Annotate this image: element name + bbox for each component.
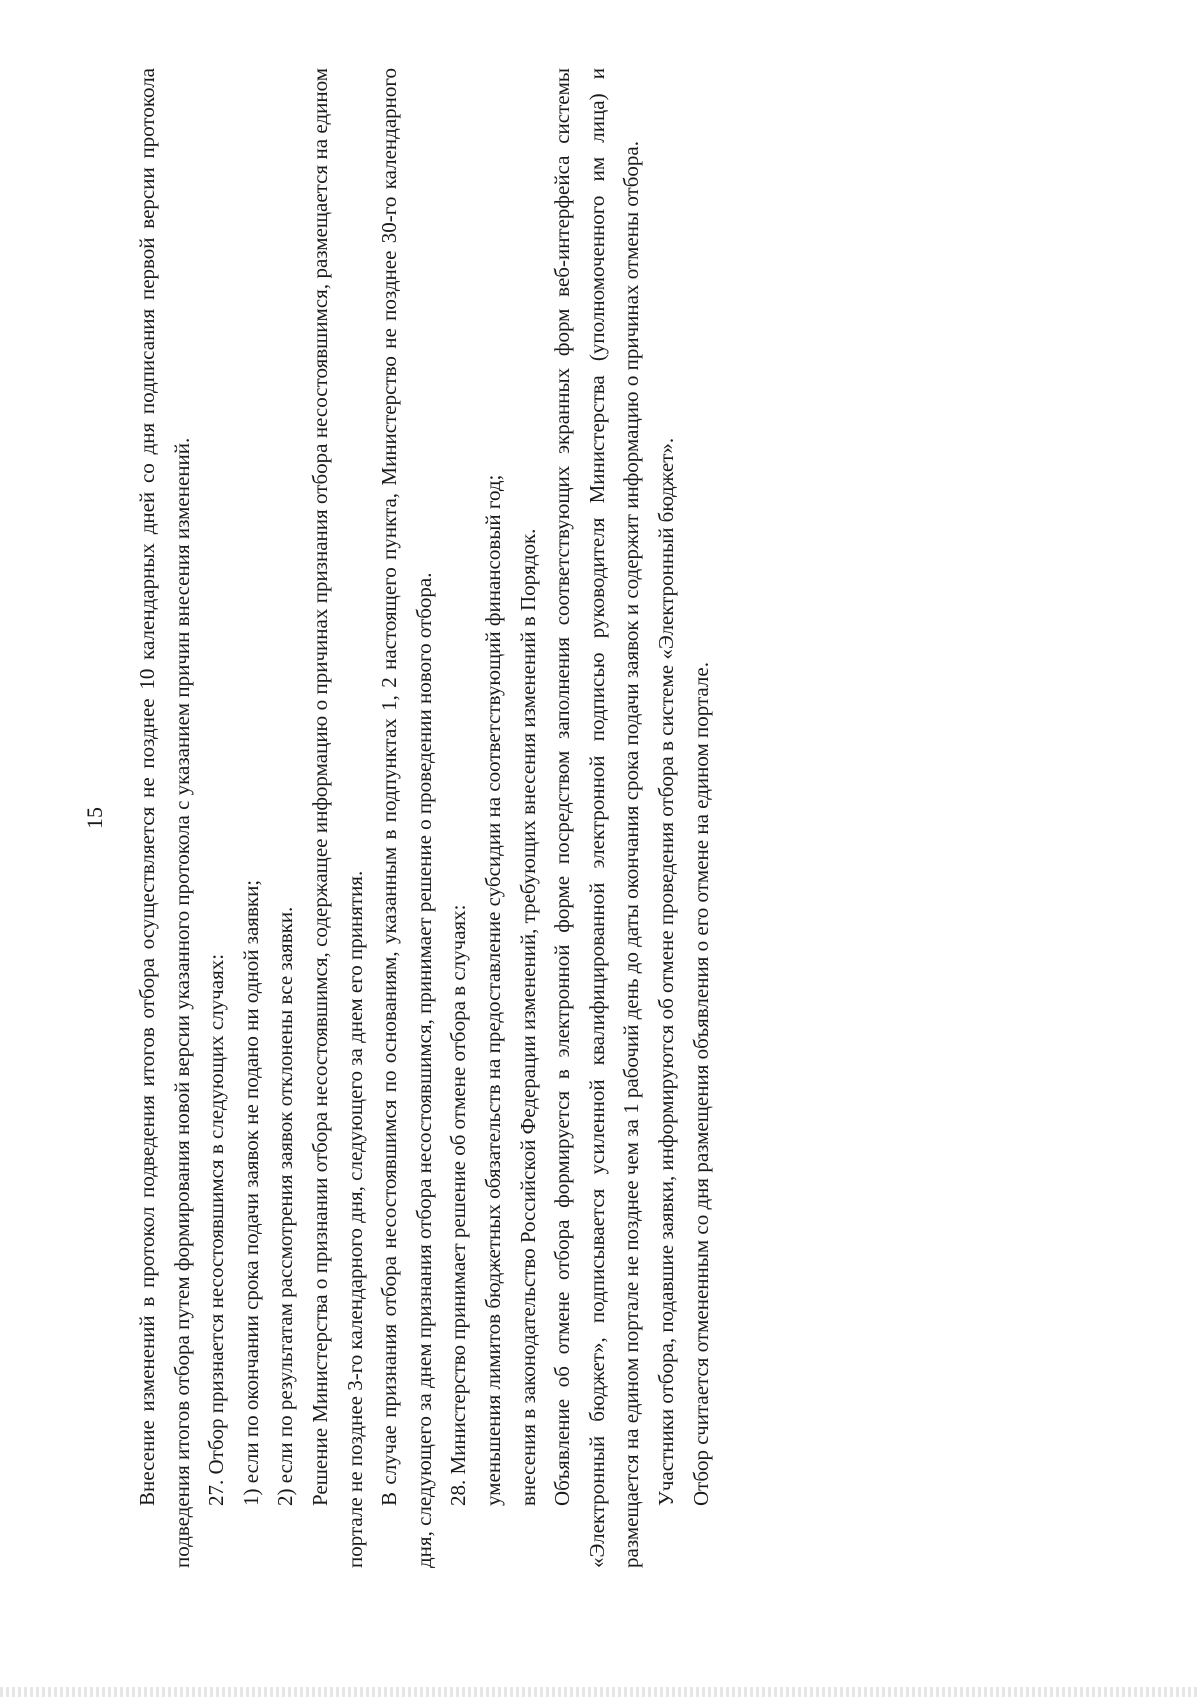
paragraph-decision-failed: Решение Министерства о признании отбора несостоявшимся, содержащее информацию о причинах признания отбора несостоявшимся, размещается на едином портале не позднее 3-го календарного дня, следующего за днем его принятия. [307, 68, 367, 1568]
paragraph-cancellation-effective: Отбор считается отмененным со дня размещения объявления о его отмене на едином портале. [688, 662, 713, 1506]
scan-edge-strip [0, 1687, 1200, 1697]
page-number: 15 [82, 807, 107, 829]
paragraph-protocol-changes: Внесение изменений в протокол подведения итогов отбора осуществляется не позднее 10 календарных дней со дня подписания первой версии протокола подведения итогов отбора путем формирования новой версии указанного протокола с указанием причин внесения изменений. [135, 68, 194, 1568]
paragraph-clause-28: 28. Министерство принимает решение об отмене отбора в случаях: [446, 904, 471, 1506]
paragraph-limits-reduction: уменьшения лимитов бюджетных обязательств на предоставление субсидии на соответствующий финансовый год; [480, 474, 505, 1506]
paragraph-case-2: 2) если по результатам рассмотрения заявок отклонены все заявки. [273, 906, 298, 1506]
paragraph-participants-informed: Участники отбора, подавшие заявки, информируются об отмене проведения отбора в системе «Электронный бюджет». [653, 437, 678, 1506]
paragraph-cancellation-announcement: Объявление об отмене отбора формируется в электронной форме посредством заполнения соответствующих экранных форм веб-интерфейса системы «Электронный бюджет», подписывается усиленной квалифицированной электронной подписью руководителя Министерства (уполномоченного им лица) и размещается на едином портале не позднее чем за 1 рабочий день до даты окончания срока подачи заявок и содержит информацию о причинах отмены отбора. [550, 68, 644, 1568]
paragraph-legislation-changes: внесения в законодательство Российской Федерации изменений, требующих внесения изменений в Порядок. [515, 528, 540, 1506]
paragraph-case-1: 1) если по окончании срока подачи заявок не подано ни одной заявки; [238, 879, 263, 1506]
rotated-text-block [82, 68, 1080, 1568]
paragraph-clause-27: 27. Отбор признается несостоявшимся в следующих случаях: [204, 953, 229, 1506]
paragraph-new-selection: В случае признания отбора несостоявшимся по основаниям, указанным в подпунктах 1, 2 настоящего пункта, Министерство не позднее 30-го календарного дня, следующего за днем признания отбора несостоявшимся, принимает решение о проведении нового отбора. [377, 68, 436, 1568]
document-body [130, 68, 718, 1568]
